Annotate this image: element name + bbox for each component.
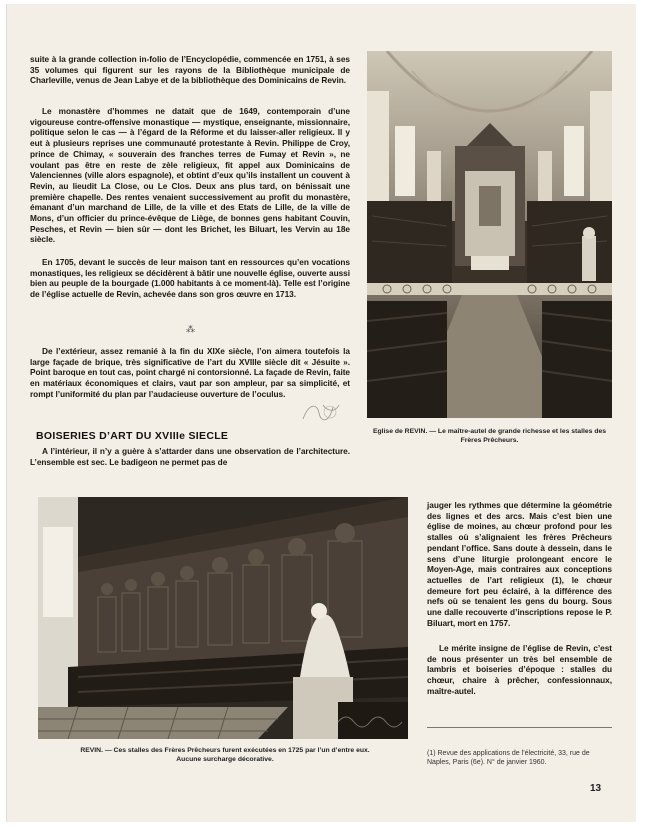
photo-maitre-autel	[367, 51, 612, 418]
footnote-divider	[427, 727, 612, 728]
paragraph-monastere: Le monastère d’hommes ne datait que de 1649, contemporain d’une vigoureuse contre-offensive monastique — mystique, enseignante, missionnaire, politique selon le cas — à l’égard de la Réforme et du laisser-aller religieux. Il y eut à plusieurs reprises une communauté protestante à Revin. Philippe de Croy, prince de Chimay, « souverain des franches terres de Fumay et Revin », ne voulant pas être en reste de zèle religieux, fit appel aux Dominicains de Valenciennes (ville alors espagnole), et obtint d’eux qu’ils installent un couvent à Revin, au lieudit La Close, ou Le Clos. Deux ans plus tard, on bénissait une première chapelle. Des rentes venaient successivement au profit du monastère, émanant d’un marchand de Lille, de la ville et des Etats de Lille, de la ville de Mons, d’un officier du prince-évêque de Liège, de bonnes gens habitant Couvin, Pesches, et Revin — bien sûr — dont les Brichet, les Biluart, les Vervin au 18e siècle.	[30, 106, 350, 245]
caption-stalles: REVIN. — Ces stalles des Frères Prêcheurs furent exécutées en 1725 par l’un d’entre eux. Aucune surcharge décorative.	[80, 747, 370, 763]
paragraph-exterieur: De l’extérieur, assez remanié à la fin du XIXe siècle, l’on aimera toutefois la large façade de brique, très significative de l’art du XVIIIe siècle dit « Jésuite ». Point baroque en tout cas, point chargé ni contorsionné. La façade de Revin, faite en matériaux économiques et clairs, vaut par son ampleur, par sa simplicité, et rompt l’uniformité du plan par l’audacieuse ouverture de l’oculus.	[30, 346, 350, 399]
paragraph-1705: En 1705, devant le succès de leur maison tant en ressources qu’en vocations monastiques, les religieux se décidèrent à bâtir une nouvelle église, ouverte aussi bien au peuple de la bourgade (1.000 habitants à ce moment-là). Telle est l’origine de l’église actuelle de Revin, achevée dans son gros œuvre en 1713.	[30, 257, 350, 300]
caption-maitre-autel: Eglise de REVIN. — Le maître-autel de grande richesse et les stalles des Frères Prêcheurs.	[372, 428, 607, 444]
paragraph-interieur: A l’intérieur, il n’y a guère à s’attarder dans une observation de l’architecture. L’ensemble est sec. Le badigeon ne permet pas de	[30, 446, 350, 467]
paragraph-rythmes: jauger les rythmes que détermine la géométrie des lignes et des arcs. Mais c’est bien une église de moines, au chœur profond pour les stalles où s’alignaient les frères Prêcheurs pendant l’office. Sans doute à dessein, dans le sens d’une liturgie prolongeant encore le Moyen-Age, mais contraires aux conceptions actuelles de l’art religieux (1), le chœur demeure fort peu éclairé, à la différence des nefs où se tenaient les gens du bourg. Sous une dalle recouverte d’inscriptions repose le P. Biluart, mort en 1757.	[427, 500, 612, 628]
section-heading: BOISERIES D’ART DU XVIIIe SIECLE	[36, 430, 229, 442]
photo-stalles	[38, 497, 408, 739]
section-ornament: ⁂	[186, 324, 194, 334]
page-number: 13	[590, 783, 602, 794]
signature-sketch	[299, 399, 343, 425]
paragraph-encyclopedie: suite à la grande collection in-folio de l’Encyclopédie, commencée en 1751, à ses 35 volumes qui figurent sur les rayons de la Bibliothèque municipale de Charleville, venus de Jean Labye et de la bibliothèque des Dominicains de Revin.	[30, 54, 350, 86]
footnote: (1) Revue des applications de l’électricité, 33, rue de Naples, Paris (6e). N° de janvier 1960.	[427, 750, 590, 766]
paragraph-merite: Le mérite insigne de l’église de Revin, c’est de nous présenter un très bel ensemble de lambris et boiseries d’époque : stalles du chœur, chaire à prêcher, confessionnaux, maître-autel.	[427, 643, 612, 696]
